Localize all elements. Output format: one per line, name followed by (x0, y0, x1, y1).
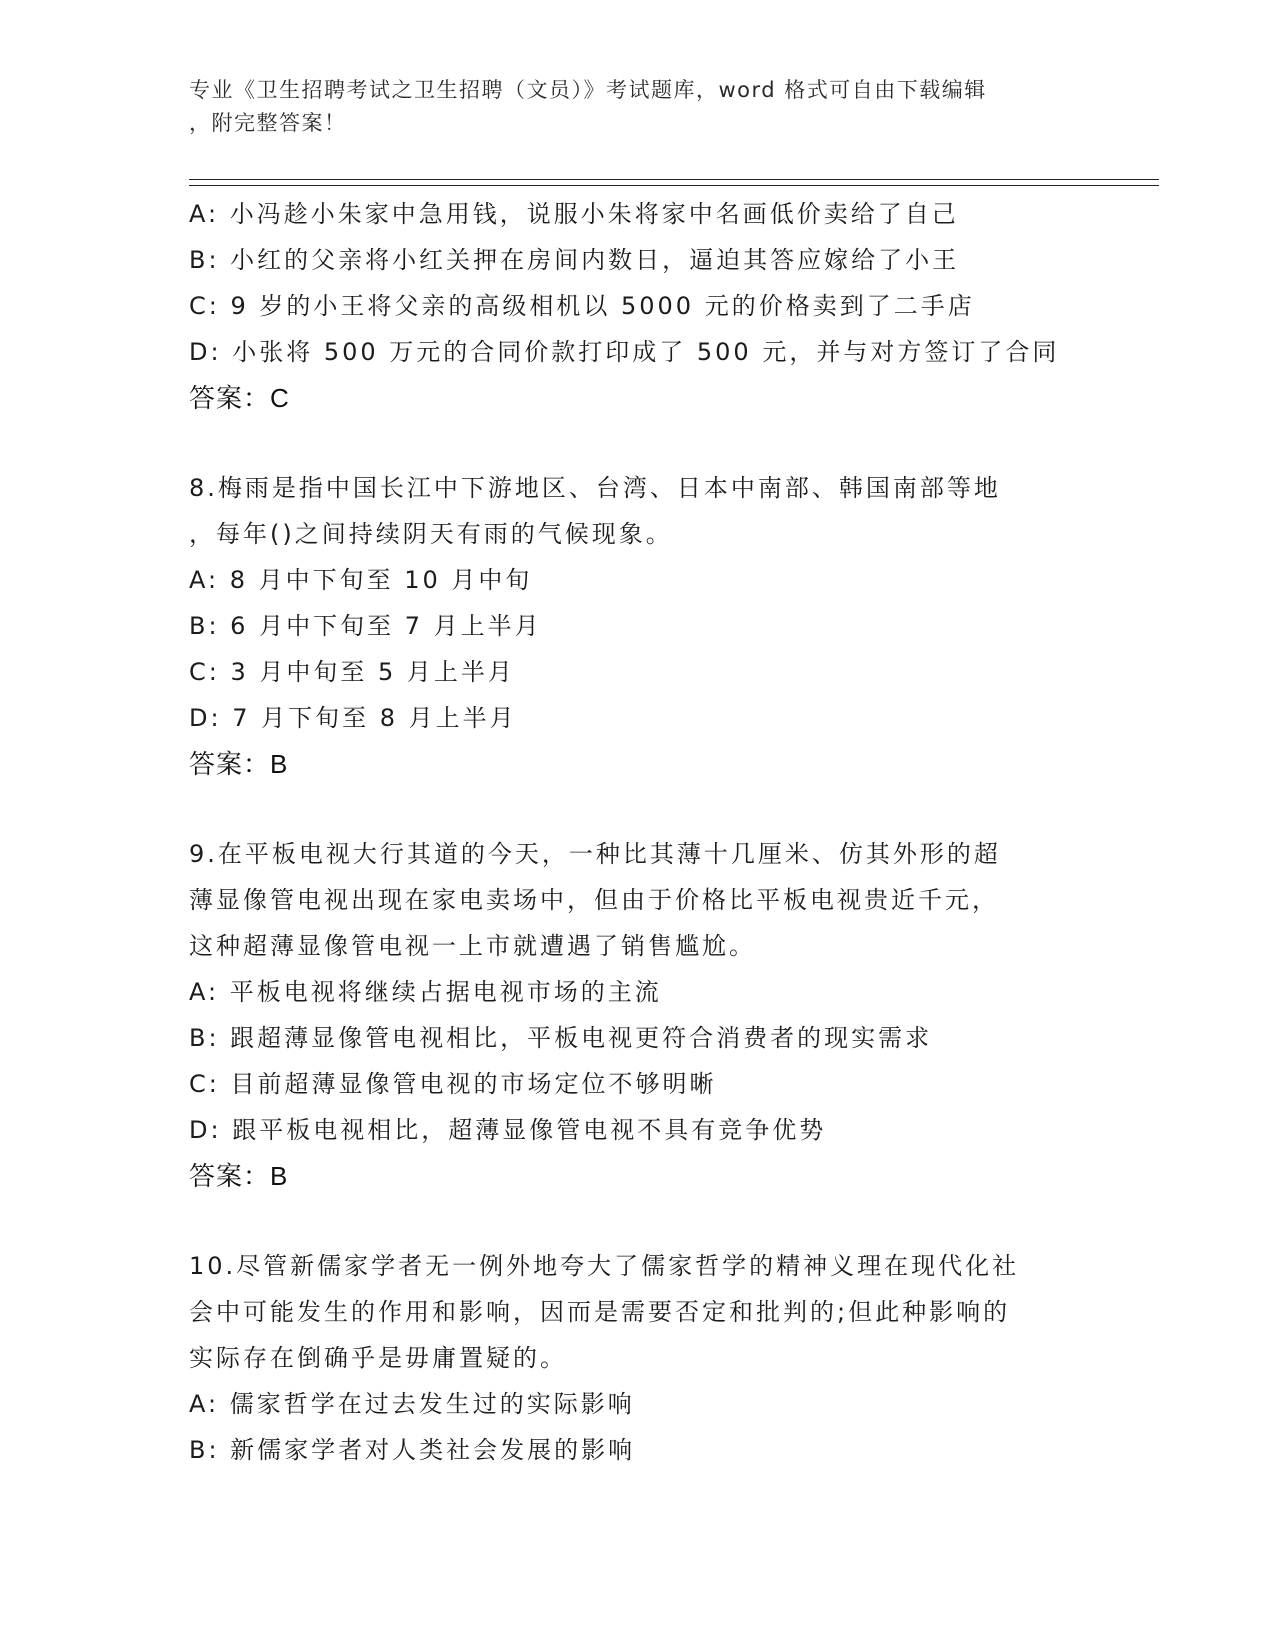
question-stem-line: 薄显像管电视出现在家电卖场中，但由于价格比平板电视贵近千元， (189, 886, 999, 914)
option-a: A: 儒家哲学在过去发生过的实际影响 (189, 1390, 635, 1418)
question-stem-line: 10.尽管新儒家学者无一例外地夸大了儒家哲学的精神义理在现代化社 (189, 1252, 1020, 1280)
spacer (189, 787, 1109, 831)
question-stem-line: 会中可能发生的作用和影响，因而是需要否定和批判的;但此种影响的 (189, 1298, 1011, 1326)
document-header (189, 74, 1089, 140)
option-d: D: 7 月下旬至 8 月上半月 (189, 704, 517, 732)
question-stem-line: 8.梅雨是指中国长江中下游地区、台湾、日本中南部、韩国南部等地 (189, 474, 1001, 502)
question-7 (189, 191, 1109, 421)
option-c: C: 目前超薄显像管电视的市场定位不够明晰 (189, 1070, 717, 1098)
option-c: C: 3 月中旬至 5 月上半月 (189, 658, 515, 686)
question-9 (189, 831, 1109, 1199)
spacer (189, 421, 1109, 465)
option-b: B: 跟超薄显像管电视相比，平板电视更符合消费者的现实需求 (189, 1024, 933, 1052)
question-stem-line: 9.在平板电视大行其道的今天，一种比其薄十几厘米、仿其外形的超 (189, 840, 1001, 868)
question-8 (189, 465, 1109, 787)
header-line-1: 专业《卫生招聘考试之卫生招聘（文员）》考试题库，word 格式可自由下载编辑 (189, 78, 987, 102)
option-d: D: 小张将 500 万元的合同价款打印成了 500 元，并与对方签订了合同 (189, 338, 1060, 366)
header-rule-bottom (189, 185, 1159, 186)
option-a: A: 小冯趁小朱家中急用钱，说服小朱将家中名画低价卖给了自己 (189, 200, 959, 228)
question-stem-line: 这种超薄显像管电视一上市就遭遇了销售尴尬。 (189, 932, 756, 960)
question-10 (189, 1243, 1109, 1473)
option-a: A: 平板电视将继续占据电视市场的主流 (189, 978, 662, 1006)
answer-line: 答案：C (189, 383, 290, 413)
option-b: B: 新儒家学者对人类社会发展的影响 (189, 1436, 636, 1464)
question-stem-line: 实际存在倒确乎是毋庸置疑的。 (189, 1344, 567, 1372)
option-b: B: 6 月中下旬至 7 月上半月 (189, 612, 542, 640)
header-line-2: ，附完整答案！ (189, 111, 347, 135)
option-c: C: 9 岁的小王将父亲的高级相机以 5000 元的价格卖到了二手店 (189, 292, 975, 320)
spacer (189, 1199, 1109, 1243)
option-b: B: 小红的父亲将小红关押在房间内数日，逼迫其答应嫁给了小王 (189, 246, 960, 274)
answer-line: 答案：B (189, 749, 289, 779)
option-a: A: 8 月中下旬至 10 月中旬 (189, 566, 533, 594)
header-rule-top (189, 179, 1159, 180)
option-d: D: 跟平板电视相比，超薄显像管电视不具有竞争优势 (189, 1116, 827, 1144)
question-stem-line: ，每年()之间持续阴天有雨的气候现象。 (189, 520, 673, 548)
question-list (189, 191, 1109, 1473)
answer-line: 答案：B (189, 1161, 289, 1191)
